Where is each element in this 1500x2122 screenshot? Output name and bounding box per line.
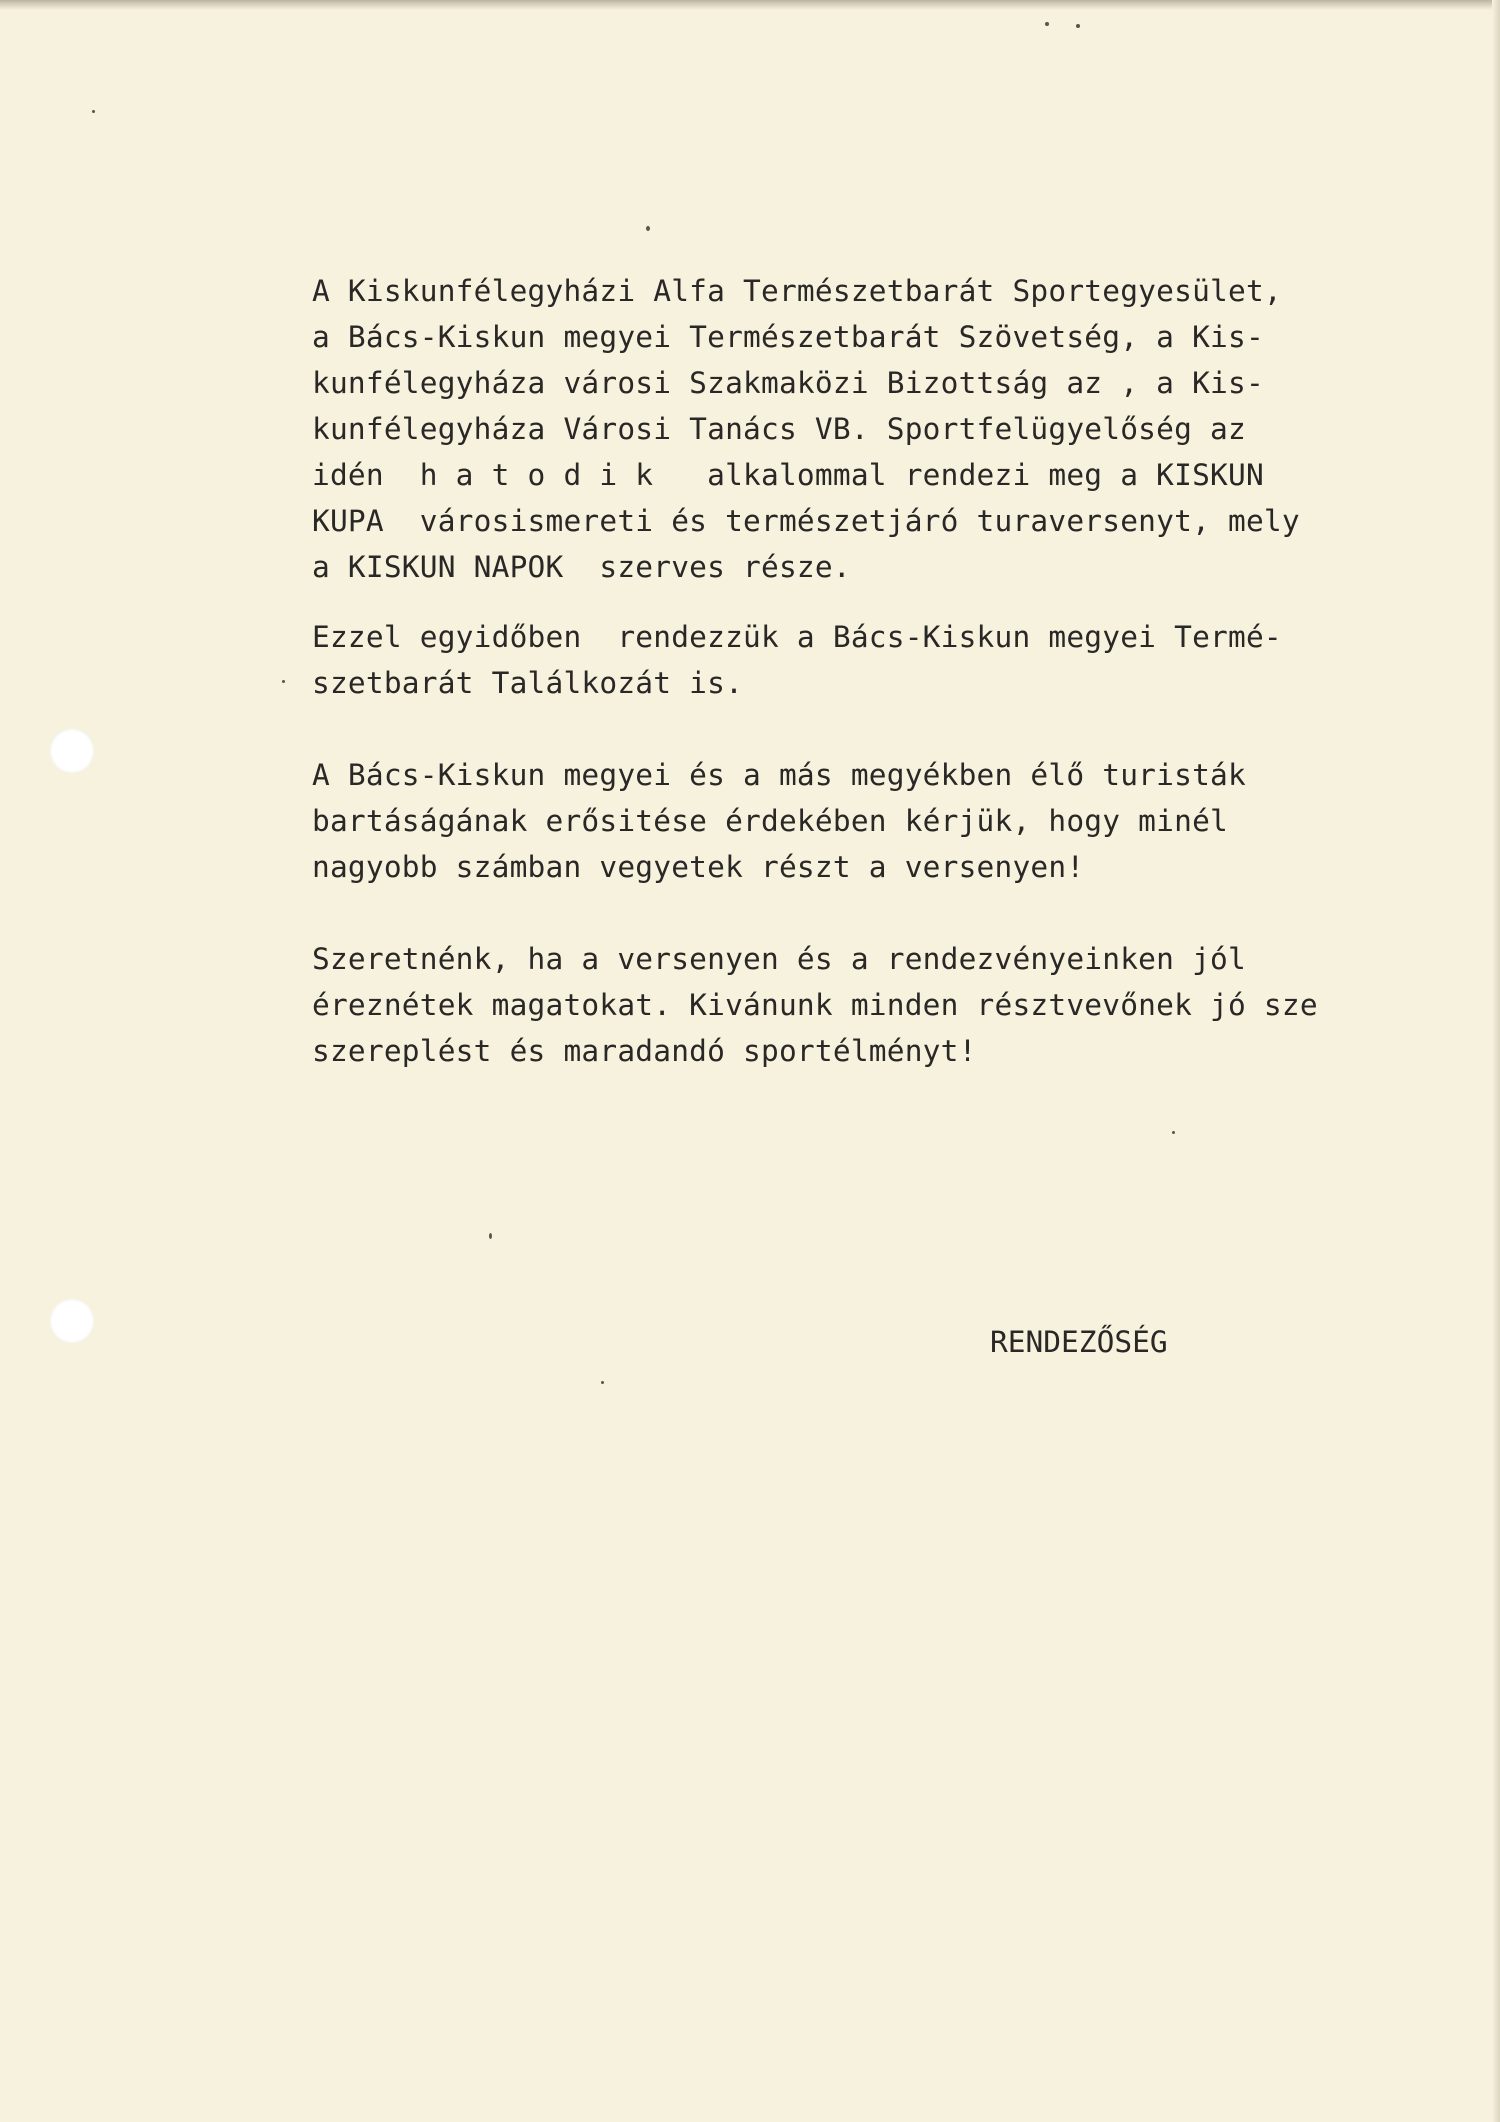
text-line: a KISKUN NAPOK szerves része. bbox=[312, 550, 851, 584]
text-line: idén h a t o d i k alkalommal rendezi meg a KISKUN bbox=[312, 458, 1264, 492]
text-line: nagyobb számban vegyetek részt a versenyen! bbox=[312, 850, 1085, 884]
text-line: KUPA városismereti és természetjáró turaversenyt, mely bbox=[312, 504, 1300, 538]
letter-body bbox=[312, 268, 1392, 1074]
punch-hole-upper bbox=[50, 729, 94, 773]
paper-right-edge bbox=[1492, 0, 1500, 2122]
text-line: kunfélegyháza városi Szakmaközi Bizottság az , a Kis- bbox=[312, 366, 1264, 400]
text-line: kunfélegyháza Városi Tanács VB. Sportfelügyelőség az bbox=[312, 412, 1246, 446]
text-line: A Kiskunfélegyházi Alfa Természetbarát Sportegyesület, bbox=[312, 274, 1282, 308]
paper-speck bbox=[1172, 1131, 1175, 1134]
paper-speck bbox=[489, 1233, 492, 1239]
text-line: szereplést és maradandó sportélményt! bbox=[312, 1034, 977, 1068]
paper-speck bbox=[1076, 24, 1080, 28]
punch-hole-lower bbox=[50, 1299, 94, 1343]
paper-speck bbox=[601, 1381, 604, 1384]
text-line: Ezzel egyidőben rendezzük a Bács-Kiskun megyei Termé- bbox=[312, 620, 1282, 654]
text-line: bartáságának erősitése érdekében kérjük, hogy minél bbox=[312, 804, 1228, 838]
text-line: a Bács-Kiskun megyei Természetbarát Szövetség, a Kis- bbox=[312, 320, 1264, 354]
paragraph-spacer bbox=[312, 890, 1392, 936]
paragraph-4 bbox=[312, 936, 1392, 1074]
text-line: Szeretnénk, ha a versenyen és a rendezvényeinken jól bbox=[312, 942, 1246, 976]
text-line: szetbarát Találkozát is. bbox=[312, 666, 744, 700]
paper-speck bbox=[282, 680, 285, 683]
paper-speck bbox=[646, 226, 650, 231]
paragraph-1 bbox=[312, 268, 1392, 590]
text-line: A Bács-Kiskun megyei és a más megyékben élő turisták bbox=[312, 758, 1246, 792]
paragraph-spacer bbox=[312, 706, 1392, 752]
text-line: éreznétek magatokat. Kivánunk minden résztvevőnek jó sze bbox=[312, 988, 1318, 1022]
signature-organizers: RENDEZŐSÉG bbox=[990, 1325, 1168, 1359]
paper-speck bbox=[1045, 22, 1049, 26]
paragraph-spacer bbox=[312, 590, 1392, 614]
paragraph-3 bbox=[312, 752, 1392, 890]
paper-top-edge bbox=[0, 0, 1500, 10]
paper-speck bbox=[92, 110, 95, 113]
paragraph-2 bbox=[312, 614, 1392, 706]
